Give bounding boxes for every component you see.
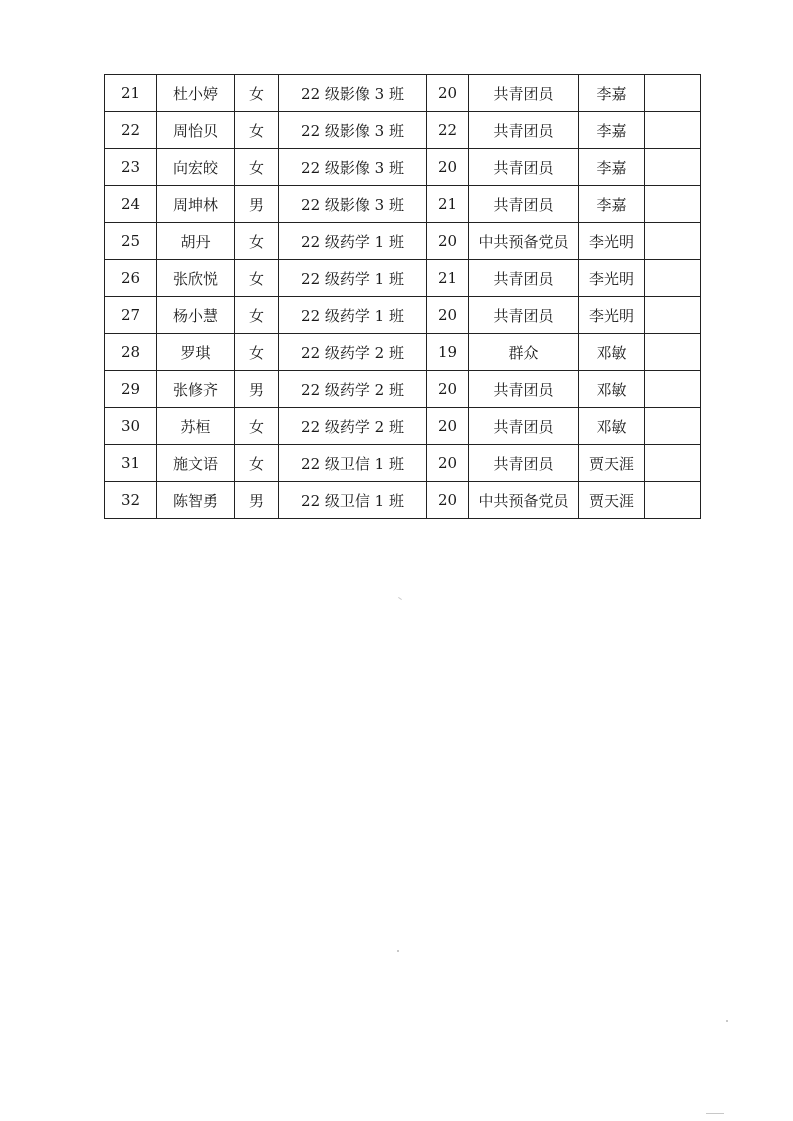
cell-class: 22 级影像 3 班 — [279, 112, 427, 149]
cell-political-status: 共青团员 — [469, 75, 579, 112]
cell-gender: 女 — [235, 334, 279, 371]
cell-political-status: 群众 — [469, 334, 579, 371]
cell-index: 24 — [105, 186, 157, 223]
cell-notes — [645, 186, 701, 223]
cell-gender: 男 — [235, 186, 279, 223]
cell-index: 25 — [105, 223, 157, 260]
cell-age: 20 — [427, 75, 469, 112]
scan-speck — [398, 597, 402, 600]
cell-political-status: 共青团员 — [469, 445, 579, 482]
cell-advisor: 李光明 — [579, 223, 645, 260]
cell-advisor: 邓敏 — [579, 371, 645, 408]
table-row — [105, 408, 701, 445]
cell-gender: 女 — [235, 445, 279, 482]
cell-gender: 男 — [235, 371, 279, 408]
cell-class: 22 级卫信 1 班 — [279, 445, 427, 482]
cell-gender: 女 — [235, 75, 279, 112]
cell-index: 27 — [105, 297, 157, 334]
cell-notes — [645, 408, 701, 445]
cell-notes — [645, 75, 701, 112]
cell-index: 23 — [105, 149, 157, 186]
cell-gender: 女 — [235, 260, 279, 297]
cell-advisor: 李嘉 — [579, 186, 645, 223]
cell-class: 22 级药学 2 班 — [279, 334, 427, 371]
cell-name: 周怡贝 — [157, 112, 235, 149]
cell-notes — [645, 260, 701, 297]
cell-advisor: 李光明 — [579, 260, 645, 297]
cell-gender: 男 — [235, 482, 279, 519]
cell-political-status: 共青团员 — [469, 149, 579, 186]
cell-gender: 女 — [235, 223, 279, 260]
table-row — [105, 149, 701, 186]
cell-age: 20 — [427, 149, 469, 186]
cell-index: 21 — [105, 75, 157, 112]
cell-index: 32 — [105, 482, 157, 519]
cell-political-status: 共青团员 — [469, 297, 579, 334]
student-roster-table — [104, 74, 701, 519]
cell-notes — [645, 334, 701, 371]
cell-advisor: 李光明 — [579, 297, 645, 334]
cell-gender: 女 — [235, 149, 279, 186]
cell-political-status: 中共预备党员 — [469, 223, 579, 260]
cell-advisor: 邓敏 — [579, 334, 645, 371]
cell-class: 22 级卫信 1 班 — [279, 482, 427, 519]
cell-class: 22 级药学 1 班 — [279, 260, 427, 297]
table-row — [105, 223, 701, 260]
cell-political-status: 共青团员 — [469, 408, 579, 445]
table-row — [105, 334, 701, 371]
cell-age: 19 — [427, 334, 469, 371]
cell-political-status: 中共预备党员 — [469, 482, 579, 519]
cell-name: 杨小慧 — [157, 297, 235, 334]
table-row — [105, 260, 701, 297]
cell-class: 22 级药学 2 班 — [279, 371, 427, 408]
table-row — [105, 371, 701, 408]
table-row — [105, 482, 701, 519]
cell-class: 22 级影像 3 班 — [279, 75, 427, 112]
cell-advisor: 李嘉 — [579, 149, 645, 186]
cell-class: 22 级影像 3 班 — [279, 149, 427, 186]
cell-political-status: 共青团员 — [469, 186, 579, 223]
cell-notes — [645, 149, 701, 186]
cell-advisor: 贾天涯 — [579, 482, 645, 519]
cell-name: 施文语 — [157, 445, 235, 482]
cell-notes — [645, 445, 701, 482]
cell-name: 陈智勇 — [157, 482, 235, 519]
cell-notes — [645, 223, 701, 260]
cell-political-status: 共青团员 — [469, 371, 579, 408]
cell-notes — [645, 112, 701, 149]
cell-index: 30 — [105, 408, 157, 445]
cell-age: 20 — [427, 297, 469, 334]
cell-class: 22 级影像 3 班 — [279, 186, 427, 223]
cell-name: 张欣悦 — [157, 260, 235, 297]
cell-index: 29 — [105, 371, 157, 408]
cell-advisor: 贾天涯 — [579, 445, 645, 482]
table-row — [105, 445, 701, 482]
cell-age: 20 — [427, 408, 469, 445]
table-row — [105, 75, 701, 112]
cell-name: 周坤林 — [157, 186, 235, 223]
cell-advisor: 李嘉 — [579, 75, 645, 112]
cell-name: 张修齐 — [157, 371, 235, 408]
cell-notes — [645, 297, 701, 334]
cell-age: 21 — [427, 186, 469, 223]
table-row — [105, 186, 701, 223]
cell-name: 苏桓 — [157, 408, 235, 445]
cell-age: 20 — [427, 482, 469, 519]
scan-speck — [397, 950, 399, 952]
cell-name: 杜小婷 — [157, 75, 235, 112]
cell-index: 22 — [105, 112, 157, 149]
cell-index: 31 — [105, 445, 157, 482]
cell-notes — [645, 482, 701, 519]
cell-advisor: 邓敏 — [579, 408, 645, 445]
cell-gender: 女 — [235, 408, 279, 445]
cell-class: 22 级药学 1 班 — [279, 297, 427, 334]
cell-gender: 女 — [235, 297, 279, 334]
cell-name: 向宏皎 — [157, 149, 235, 186]
cell-political-status: 共青团员 — [469, 112, 579, 149]
cell-index: 28 — [105, 334, 157, 371]
cell-age: 20 — [427, 223, 469, 260]
table-row — [105, 297, 701, 334]
cell-age: 21 — [427, 260, 469, 297]
cell-age: 22 — [427, 112, 469, 149]
cell-class: 22 级药学 1 班 — [279, 223, 427, 260]
cell-age: 20 — [427, 445, 469, 482]
cell-gender: 女 — [235, 112, 279, 149]
cell-index: 26 — [105, 260, 157, 297]
cell-name: 罗琪 — [157, 334, 235, 371]
cell-age: 20 — [427, 371, 469, 408]
cell-name: 胡丹 — [157, 223, 235, 260]
scan-speck — [726, 1020, 728, 1022]
table-row — [105, 112, 701, 149]
cell-political-status: 共青团员 — [469, 260, 579, 297]
cell-class: 22 级药学 2 班 — [279, 408, 427, 445]
cell-advisor: 李嘉 — [579, 112, 645, 149]
cell-notes — [645, 371, 701, 408]
scan-speck — [706, 1113, 724, 1114]
